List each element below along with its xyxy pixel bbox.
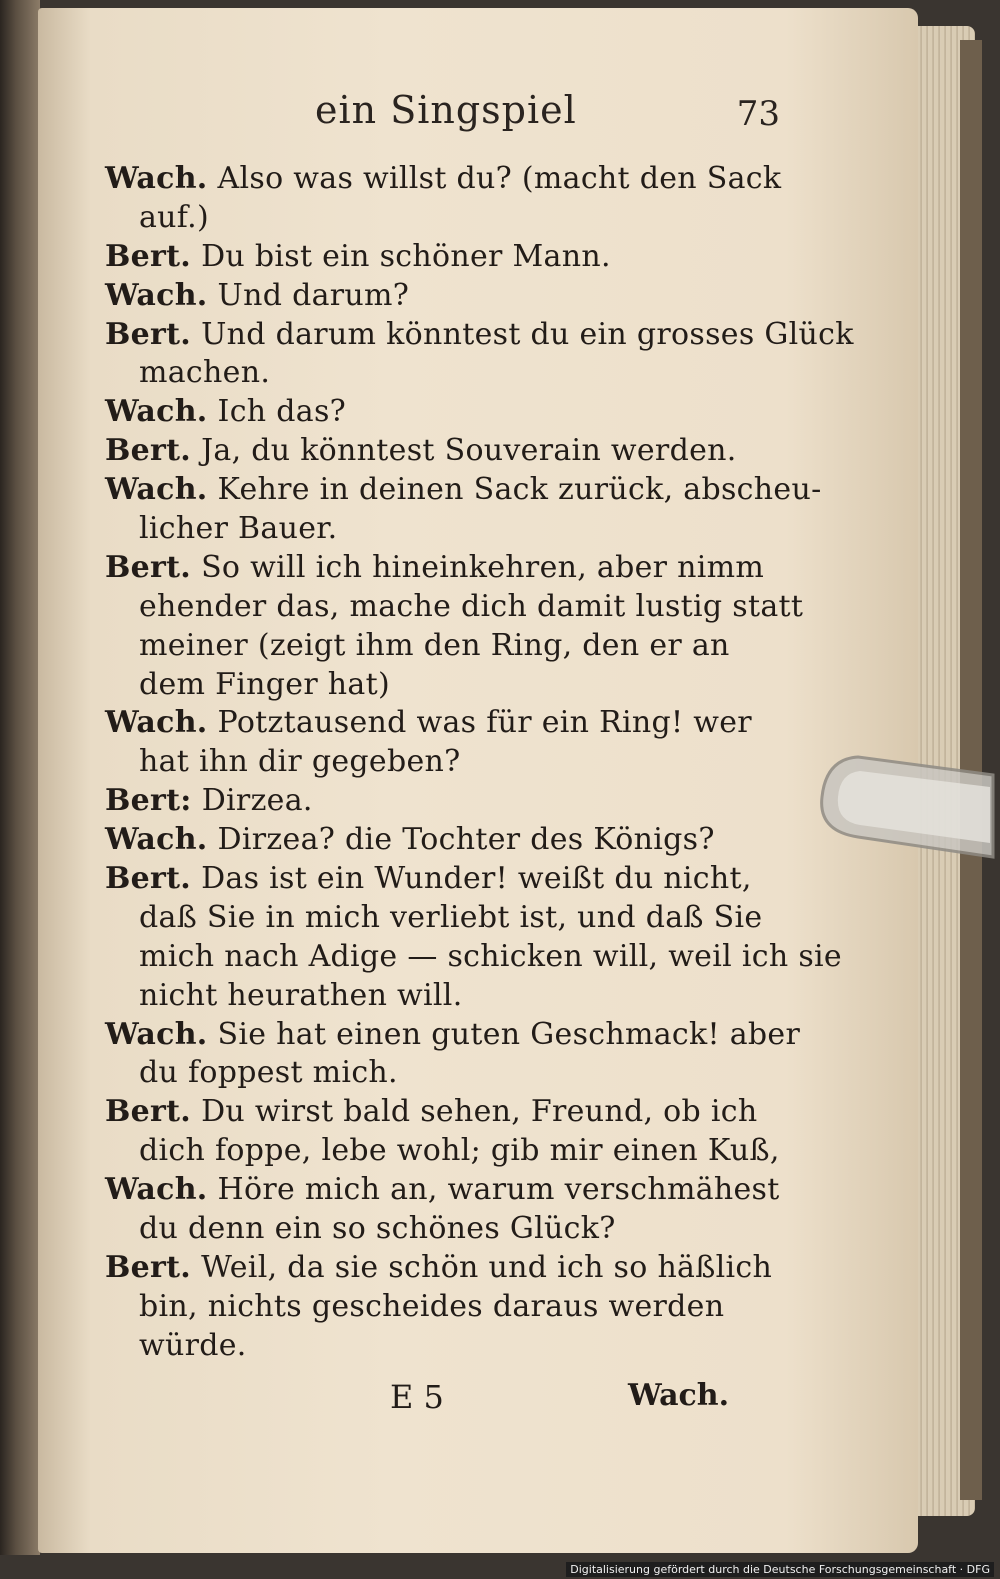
speaker-name: Bert. [105, 238, 192, 274]
catchword: Wach. [628, 1378, 730, 1413]
page-footer [390, 1378, 750, 1428]
speech [105, 1171, 780, 1249]
text-line [105, 782, 770, 821]
text-line [105, 977, 770, 1016]
text-line [105, 704, 770, 743]
text-line [105, 199, 770, 238]
line-text: Und darum? [217, 277, 410, 313]
speaker-name: Wach. [105, 277, 208, 313]
line-text: Dirzea. [201, 783, 313, 819]
speech [105, 549, 804, 705]
plastic-clip [818, 745, 998, 875]
speech [105, 782, 770, 821]
speaker-name: Bert. [105, 549, 192, 585]
text-line [105, 899, 770, 938]
line-text: du denn ein so schönes Glück? [139, 1211, 616, 1247]
line-text: Dirzea? die Tochter des Königs? [217, 822, 715, 858]
speaker-name: Bert. [105, 1094, 192, 1130]
line-text: Höre mich an, warum verschmähest [217, 1172, 780, 1208]
speaker-name: Bert. [105, 861, 192, 897]
digitization-credit: Digitalisierung gefördert durch die Deutsche Forschungsgemeinschaft · DFG [566, 1562, 994, 1577]
line-text: meiner (zeigt ihm den Ring, den er an [139, 627, 730, 663]
line-text: Das ist ein Wunder! weißt du nicht, [201, 861, 752, 897]
line-text: Sie hat einen guten Geschmack! aber [217, 1016, 801, 1052]
speech [105, 471, 822, 549]
speech [105, 821, 770, 860]
line-text: daß Sie in mich verliebt ist, und daß Sie [139, 899, 763, 935]
line-text: Kehre in deinen Sack zurück, abscheu- [217, 472, 822, 508]
text-line [105, 627, 770, 666]
text-line [105, 354, 770, 393]
line-text: Ich das? [217, 394, 347, 430]
page-header [90, 80, 780, 140]
speech [105, 238, 770, 277]
speech [105, 432, 770, 471]
speaker-name: Wach. [105, 472, 208, 508]
speech [105, 393, 770, 432]
line-text: bin, nichts gescheides daraus werden [139, 1288, 725, 1324]
speech [105, 1093, 780, 1171]
speech [105, 1016, 801, 1094]
line-text: Weil, da sie schön und ich so häßlich [201, 1249, 773, 1285]
line-text: hat ihn dir gegeben? [139, 744, 461, 780]
text-line [105, 1327, 770, 1366]
speech [105, 277, 770, 316]
text-line [105, 238, 770, 277]
text-line [105, 316, 854, 355]
line-text: licher Bauer. [139, 511, 338, 547]
dialogue-text [105, 160, 854, 1366]
line-text: Potztausend was für ein Ring! wer [217, 705, 752, 741]
line-text: Ja, du könntest Souverain werden. [201, 433, 737, 469]
line-text: dich foppe, lebe wohl; gib mir einen Kuß, [139, 1133, 780, 1169]
text-line [105, 1132, 780, 1171]
page-number: 73 [736, 94, 780, 134]
text-line [105, 1093, 770, 1132]
text-line [105, 743, 770, 782]
speaker-name: Wach. [105, 822, 208, 858]
text-line [105, 860, 770, 899]
speech [105, 704, 770, 782]
speaker-name: Wach. [105, 705, 208, 741]
line-text: dem Finger hat) [139, 666, 390, 702]
left-page-edge [0, 0, 40, 1555]
line-text: du foppest mich. [139, 1055, 398, 1091]
speech [105, 1249, 773, 1366]
text-line [105, 1016, 801, 1055]
text-line [105, 938, 842, 977]
text-line [105, 160, 782, 199]
speaker-name: Bert: [105, 783, 192, 819]
text-line [105, 277, 770, 316]
text-line [105, 1288, 770, 1327]
text-line [105, 393, 770, 432]
line-text: Also was willst du? (macht den Sack [217, 161, 782, 196]
speaker-name: Wach. [105, 394, 208, 430]
running-title: ein Singspiel [315, 88, 577, 132]
signature-mark: E 5 [390, 1378, 444, 1416]
line-text: würde. [139, 1327, 247, 1363]
line-text: mich nach Adige — schicken will, weil ich sie [139, 938, 842, 974]
text-line [105, 1210, 770, 1249]
line-text: auf.) [139, 199, 209, 235]
text-line [105, 510, 770, 549]
line-text: nicht heurathen will. [139, 977, 463, 1013]
text-line [105, 1054, 770, 1093]
line-text: machen. [139, 355, 271, 391]
text-line [105, 821, 770, 860]
speaker-name: Wach. [105, 1016, 208, 1052]
speaker-name: Bert. [105, 1249, 192, 1285]
line-text: Und darum könntest du ein grosses Glück [201, 316, 854, 352]
speaker-name: Wach. [105, 1172, 208, 1208]
text-line [105, 432, 770, 471]
line-text: Du bist ein schöner Mann. [201, 238, 611, 274]
line-text: Du wirst bald sehen, Freund, ob ich [201, 1094, 758, 1130]
text-line [105, 549, 770, 588]
text-line [105, 666, 770, 705]
text-line [105, 1249, 773, 1288]
line-text: ehender das, mache dich damit lustig statt [139, 588, 804, 624]
speaker-name: Bert. [105, 316, 192, 352]
speech [105, 860, 842, 1016]
text-line [105, 1171, 780, 1210]
text-line [105, 471, 822, 510]
text-line [105, 588, 804, 627]
speaker-name: Wach. [105, 161, 208, 196]
speech [105, 316, 854, 394]
speech [105, 160, 782, 238]
speaker-name: Bert. [105, 433, 192, 469]
line-text: So will ich hineinkehren, aber nimm [201, 549, 765, 585]
